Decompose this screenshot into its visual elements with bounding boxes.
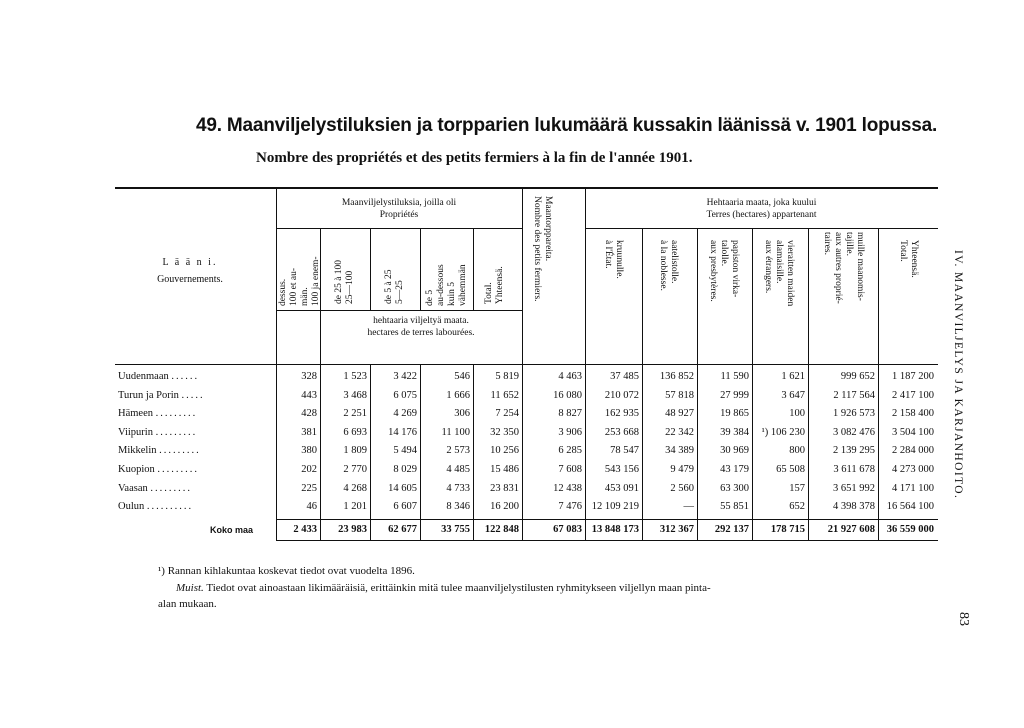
- table-cell: 999 652: [840, 371, 875, 382]
- table-cell: 4 269: [393, 408, 417, 420]
- laani-label: L ä ä n i.: [162, 257, 218, 268]
- col11-l2: tajille.: [844, 232, 854, 257]
- table-cell: 55 851: [720, 501, 749, 513]
- table-cell: 32 350: [490, 426, 519, 438]
- row-name: [118, 368, 272, 386]
- table-cell: 7 254: [495, 408, 519, 420]
- group1-fr: Propriétés: [379, 210, 419, 220]
- row-name: [118, 461, 272, 479]
- col5-l2: Total.: [484, 282, 494, 304]
- table-cell: 381: [301, 426, 317, 438]
- col3-l1: 5—25: [395, 280, 405, 304]
- table-cell: 8 346: [446, 501, 470, 513]
- leader-dots: .....: [181, 389, 205, 401]
- table-row: [0, 480, 1024, 498]
- group2-fi: Hehtaaria maata, joka kuului: [706, 198, 817, 208]
- table-cell: 6 607: [393, 501, 417, 513]
- col1-l4: dessus.: [278, 278, 288, 306]
- table-cell: 43 179: [720, 464, 749, 475]
- table-cell: 2 117 564: [833, 389, 875, 401]
- table-cell: 11 100: [441, 426, 470, 438]
- col4-l3: au-dessous: [436, 264, 446, 306]
- table-cell: ¹) 106 230: [761, 426, 805, 438]
- table-cell: 100: [789, 408, 805, 420]
- total-label: Koko maa: [210, 525, 254, 535]
- row-name: [118, 424, 272, 442]
- section-running-head: IV. MAANVILJELYS JA KARJANHOITO.: [952, 250, 964, 500]
- table-cell: 1 621: [781, 371, 805, 382]
- col-other-owners-header: [821, 232, 865, 358]
- col1-l2: män.: [300, 287, 310, 306]
- col6-l1: Maantorppareita.: [543, 196, 553, 262]
- col-25-100-header: [334, 236, 356, 304]
- table-cell: 380: [301, 445, 317, 457]
- table-cell: 292 137: [714, 524, 749, 535]
- col-under-5-header: [425, 232, 469, 306]
- table-cell: 4 398 378: [833, 501, 875, 513]
- table-cell: 57 818: [665, 389, 694, 401]
- group2-rule: [585, 228, 938, 229]
- table-cell: 11 652: [490, 389, 519, 401]
- col5-l1: Yhteensä.: [495, 266, 505, 304]
- col4-l2: kuin 5: [447, 281, 457, 306]
- table-cell: 13 848 173: [591, 524, 639, 535]
- col11-l3: aux autres proprié-: [833, 232, 843, 304]
- footnote-muist: [176, 580, 711, 596]
- col12-l1: Yhteensä.: [909, 240, 919, 278]
- leader-dots: .........: [159, 445, 201, 457]
- table-cell: 9 479: [670, 464, 694, 475]
- table-cell: 4 485: [446, 464, 470, 475]
- table-cell: 800: [789, 445, 805, 457]
- col1-l1: 100 ja enem-: [311, 256, 321, 306]
- col-rule: [473, 228, 474, 310]
- table-cell: 23 831: [490, 482, 519, 494]
- group1-sub-fr: hectares de terres labourées.: [367, 328, 475, 338]
- header-bottom-rule: [115, 364, 938, 365]
- group2-fr: Terres (hectares) appartenant: [706, 210, 817, 220]
- table-row: [0, 498, 1024, 516]
- hectares-subheader: [320, 315, 522, 339]
- col-crown-header: [602, 240, 624, 358]
- group1-sub-rule: [276, 310, 522, 311]
- table-cell: 7 476: [558, 501, 582, 513]
- table-cell: 8 029: [393, 464, 417, 475]
- table-cell: 162 935: [604, 408, 639, 420]
- row-name: [118, 480, 272, 498]
- table-cell: 3 647: [781, 389, 805, 401]
- table-cell: 2 284 000: [892, 445, 934, 457]
- table-cell: 22 342: [665, 426, 694, 438]
- leader-dots: .........: [155, 408, 198, 420]
- table-cell: 1 201: [343, 501, 367, 513]
- col-rule: [420, 228, 421, 310]
- col11-l1: muille maanomis-: [855, 232, 865, 301]
- table-cell: 1 809: [343, 445, 367, 457]
- table-cell: 6 075: [393, 389, 417, 401]
- table-cell: 7 608: [558, 464, 582, 475]
- muist-label: Muist.: [176, 582, 204, 594]
- col3-l2: de 5 à 25: [384, 269, 394, 304]
- col7-l2: à l'État.: [603, 240, 613, 269]
- table-cell: 3 468: [343, 389, 367, 401]
- table-cell: 2 573: [446, 445, 470, 457]
- gouvernements-label: Gouvernements.: [157, 274, 223, 285]
- table-cell: 39 384: [720, 426, 749, 438]
- col-total-props-header: [484, 236, 506, 304]
- col6-l2: Nombre des petits fermiers.: [532, 196, 542, 302]
- table-cell: 5 819: [495, 371, 519, 382]
- col9-l1: papiston virka-: [730, 240, 740, 298]
- table-cell: 12 109 219: [591, 501, 639, 513]
- table-cell: 202: [301, 464, 317, 475]
- table-cell: 3 082 476: [833, 426, 875, 438]
- table-cell: 62 677: [388, 524, 417, 535]
- table-cell: —: [683, 501, 694, 513]
- row-name: [118, 387, 272, 405]
- table-cell: 11 590: [720, 371, 749, 382]
- table-cell: 122 848: [484, 524, 519, 535]
- table-cell: 4 171 100: [892, 482, 934, 494]
- table-title: 49. Maanviljelystiluksien ja torpparien lukumäärä kussakin läänissä v. 1901 lopussa.: [196, 115, 938, 136]
- table-cell: 23 983: [338, 524, 367, 535]
- table-cell: 4 733: [446, 482, 470, 494]
- row-name: [118, 405, 272, 423]
- table-cell: 30 969: [720, 445, 749, 457]
- properties-group-header: [276, 197, 522, 221]
- table-cell: 67 083: [553, 524, 582, 535]
- col9-l3: aux presbytères.: [708, 240, 718, 302]
- leader-dots: ......: [171, 371, 200, 382]
- table-cell: 2 433: [293, 524, 317, 535]
- col10-l1: vieraitten maiden: [785, 240, 795, 307]
- table-cell: 37 485: [610, 371, 639, 382]
- col11-l4: taires.: [822, 232, 832, 255]
- col-foreigners-header: [762, 240, 795, 358]
- land-ownership-group-header: [585, 197, 938, 221]
- table-row: [0, 424, 1024, 442]
- table-cell: 136 852: [659, 371, 694, 382]
- col-clergy-header: [707, 240, 740, 358]
- table-cell: 4 273 000: [892, 464, 934, 475]
- table-cell: 65 508: [776, 464, 805, 475]
- table-cell: 2 251: [343, 408, 367, 420]
- table-cell: 34 389: [665, 445, 694, 457]
- table-row: [0, 405, 1024, 423]
- footnote-1: ¹) Rannan kihlakuntaa koskevat tiedot ovat vuodelta 1896.: [158, 565, 415, 577]
- table-cell: 3 611 678: [833, 464, 875, 475]
- table-cell: 652: [789, 501, 805, 513]
- table-cell: 178 715: [770, 524, 805, 535]
- table-cell: 78 547: [610, 445, 639, 457]
- table-row: [0, 368, 1024, 386]
- table-cell: 543 156: [604, 464, 639, 475]
- group1-rule: [276, 228, 522, 229]
- table-cell: 428: [301, 408, 317, 420]
- row-name: [118, 442, 272, 460]
- col-small-tenants-header: [531, 196, 553, 360]
- table-cell: 306: [454, 408, 470, 420]
- table-cell: 3 651 992: [833, 482, 875, 494]
- table-top-rule: [115, 187, 938, 189]
- table-cell: 443: [301, 389, 317, 401]
- total-top-rule: [276, 519, 938, 520]
- col8-l1: aatelistolle.: [669, 240, 679, 284]
- table-cell: 2 770: [343, 464, 367, 475]
- table-cell: 14 605: [388, 482, 417, 494]
- table-cell: 4 463: [558, 371, 582, 382]
- table-cell: 36 559 000: [886, 524, 934, 535]
- table-cell: 157: [789, 482, 805, 494]
- footnote-muist-continued: alan mukaan.: [158, 598, 217, 610]
- table-cell: 312 367: [659, 524, 694, 535]
- table-cell: 21 927 608: [827, 524, 875, 535]
- leader-dots: .........: [157, 464, 199, 475]
- table-cell: 1 666: [446, 389, 470, 401]
- table-cell: 1 523: [343, 371, 367, 382]
- table-cell: 10 256: [490, 445, 519, 457]
- leader-dots: ..........: [146, 501, 194, 513]
- row-name: [118, 498, 272, 516]
- col10-l3: aux étrangers.: [763, 240, 773, 294]
- table-cell: 14 176: [388, 426, 417, 438]
- row-name-text: Mikkelin: [118, 445, 157, 457]
- table-cell: 6 693: [343, 426, 367, 438]
- col9-l2: talolle.: [719, 240, 729, 267]
- row-name-text: Oulun: [118, 501, 145, 513]
- table-cell: 3 504 100: [892, 426, 934, 438]
- table-cell: 19 865: [720, 408, 749, 420]
- row-name-text: Hämeen: [118, 408, 153, 420]
- table-cell: 63 300: [720, 482, 749, 494]
- table-cell: 12 438: [553, 482, 582, 494]
- table-cell: 1 926 573: [833, 408, 875, 420]
- col-100-plus-header: [278, 232, 322, 306]
- table-cell: 16 564 100: [886, 501, 934, 513]
- table-cell: 453 091: [604, 482, 639, 494]
- table-cell: 48 927: [665, 408, 694, 420]
- col1-l3: 100 et au-: [289, 268, 299, 306]
- table-cell: 15 486: [490, 464, 519, 475]
- col7-l1: kruunulle.: [614, 240, 624, 279]
- total-row: [0, 521, 1024, 539]
- col-rule: [370, 228, 371, 310]
- row-name-text: Uudenmaan: [118, 371, 169, 382]
- col-5-25-header: [384, 236, 406, 304]
- total-bottom-rule: [276, 540, 938, 541]
- table-cell: 16 200: [490, 501, 519, 513]
- col4-l1: vähemmän: [458, 264, 468, 306]
- col8-l2: à la noblesse.: [658, 240, 668, 291]
- col12-l2: Total.: [898, 240, 908, 262]
- table-cell: 8 827: [558, 408, 582, 420]
- col-total-land-header: [897, 240, 919, 358]
- table-row: [0, 461, 1024, 479]
- col10-l2: alamaisille.: [774, 240, 784, 284]
- table-cell: 225: [301, 482, 317, 494]
- col2-l2: de 25 à 100: [334, 259, 344, 304]
- table-subtitle: Nombre des propriétés et des petits fermiers à la fin de l'année 1901.: [256, 150, 693, 166]
- table-cell: 16 080: [553, 389, 582, 401]
- table-cell: 2 158 400: [892, 408, 934, 420]
- table-cell: 33 755: [441, 524, 470, 535]
- leader-dots: .........: [155, 426, 198, 438]
- table-cell: 3 422: [393, 371, 417, 382]
- row-name-text: Turun ja Porin: [118, 389, 179, 401]
- table-cell: 4 268: [343, 482, 367, 494]
- table-cell: 5 494: [393, 445, 417, 457]
- group1-sub-fi: hehtaaria viljeltyä maata.: [373, 316, 469, 326]
- table-cell: 46: [306, 501, 317, 513]
- row-name-text: Viipurin: [118, 426, 153, 438]
- table-cell: 328: [301, 371, 317, 382]
- table-cell: 2 139 295: [833, 445, 875, 457]
- col2-l1: 25—100: [345, 270, 355, 304]
- table-cell: 253 668: [604, 426, 639, 438]
- table-cell: 210 072: [604, 389, 639, 401]
- table-cell: 2 560: [670, 482, 694, 494]
- muist-text: Tiedot ovat ainoastaan likimääräisiä, erittäinkin mitä tulee maanviljelystilusten ryhmitykseen viljellyn maan pinta-: [206, 582, 711, 594]
- table-cell: 1 187 200: [892, 371, 934, 382]
- row-name-text: Vaasan: [118, 482, 148, 494]
- gouvernement-header: [115, 254, 265, 288]
- row-name-text: Kuopion: [118, 464, 155, 475]
- table-cell: 27 999: [720, 389, 749, 401]
- table-cell: 3 906: [558, 426, 582, 438]
- leader-dots: .........: [150, 482, 192, 494]
- page-number: 83: [956, 612, 971, 626]
- group1-fi: Maanviljelystiluksia, joilla oli: [341, 198, 457, 208]
- table-cell: 546: [454, 371, 470, 382]
- table-row: [0, 387, 1024, 405]
- table-cell: 6 285: [558, 445, 582, 457]
- col4-l4: de 5: [425, 289, 435, 306]
- table-cell: 2 417 100: [892, 389, 934, 401]
- col-nobility-header: [657, 240, 679, 358]
- table-row: [0, 442, 1024, 460]
